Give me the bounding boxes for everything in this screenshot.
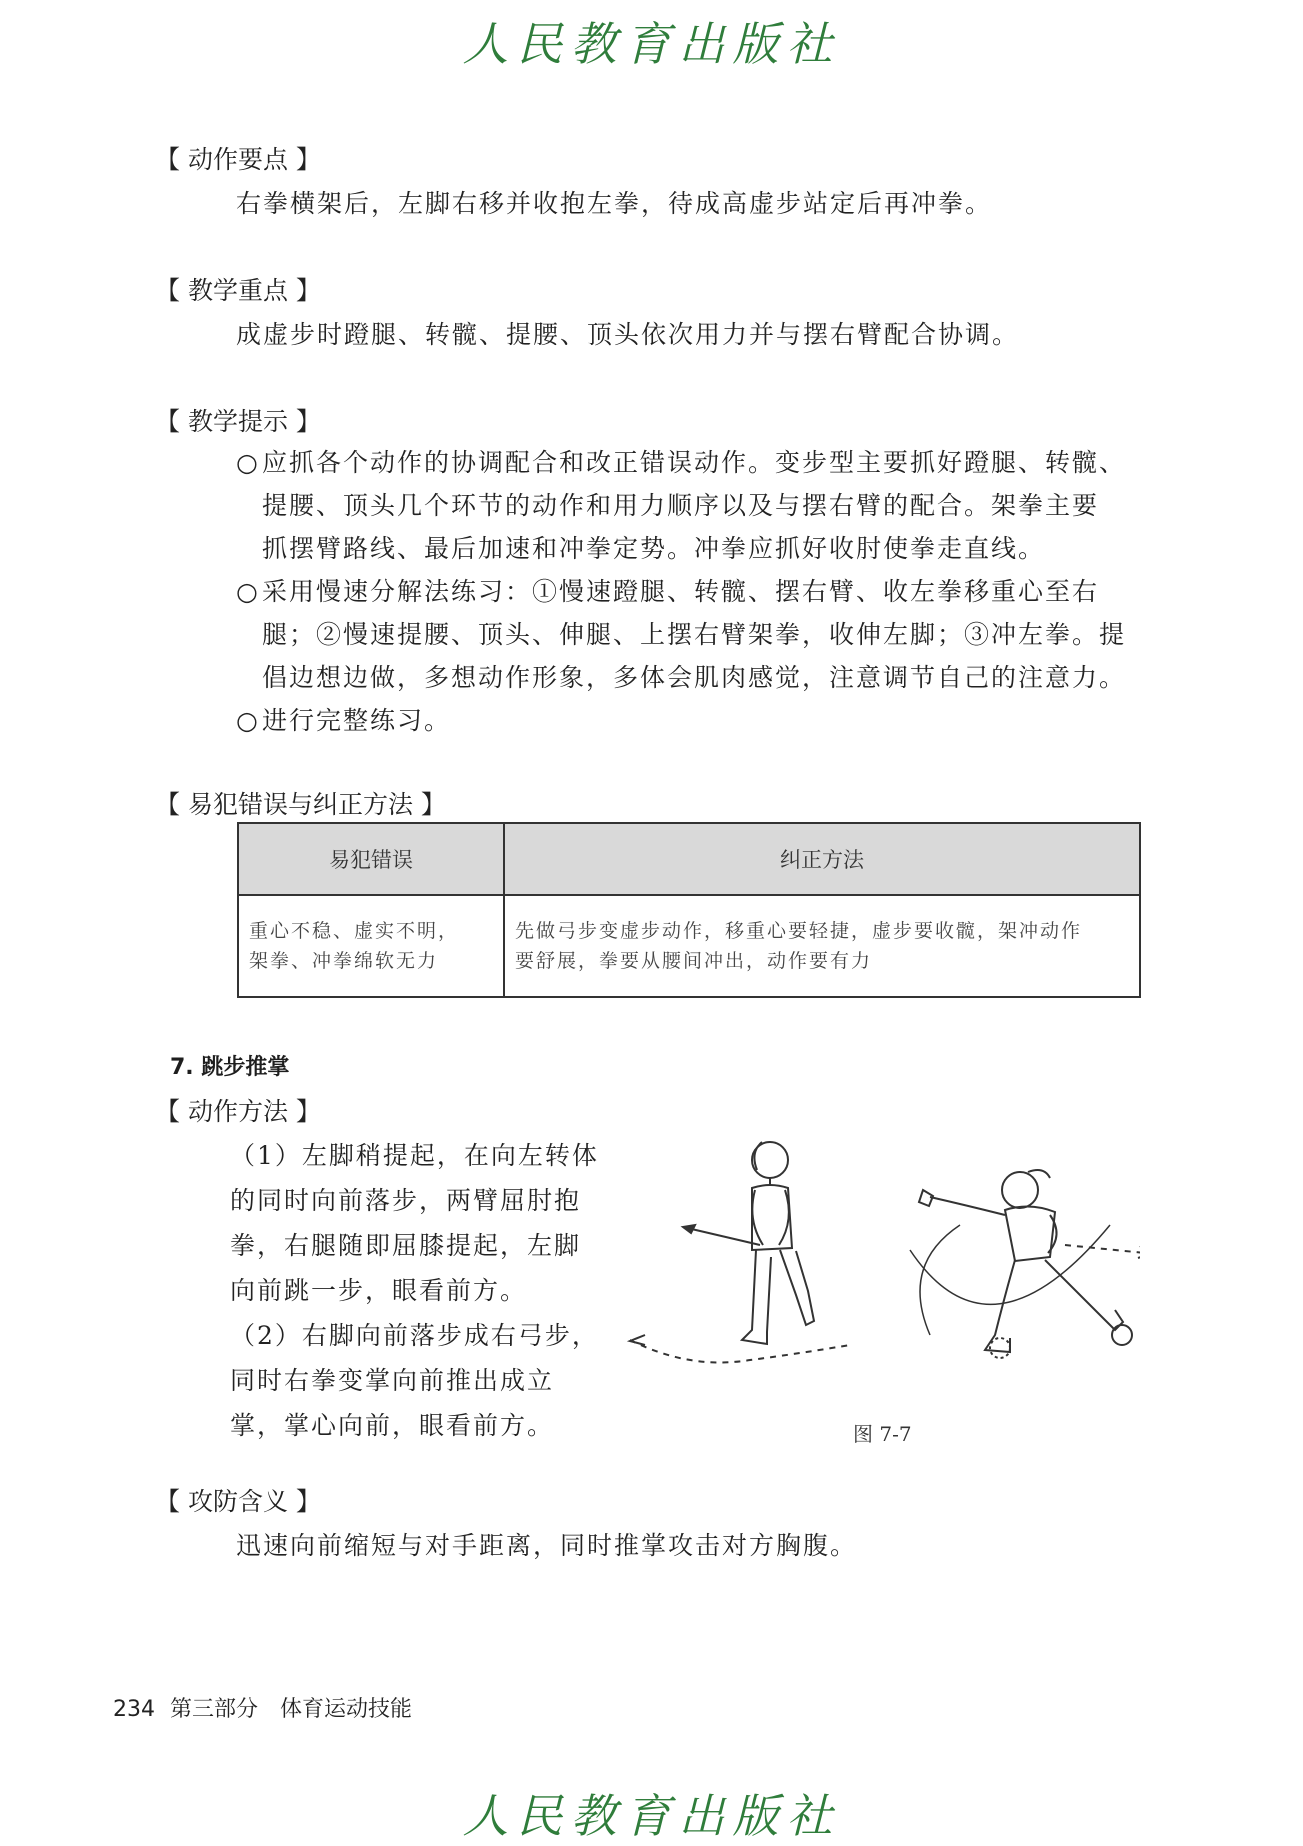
tip-line: 应抓各个动作的协调配合和改正错误动作。变步型主要抓好蹬腿、转髋、 xyxy=(262,448,1127,477)
publisher-logo-top: 人民教育出版社 xyxy=(462,17,841,71)
figure-caption: 图 7-7 xyxy=(853,1422,912,1446)
tip-line: 进行完整练习。 xyxy=(262,706,452,735)
teaching-focus-text: 成虚步时蹬腿、转髋、提腰、顶头依次用力并与摆右臂配合协调。 xyxy=(236,320,1020,349)
action-points-text: 右拳横架后，左脚右移并收抱左拳，待成高虚步站定后再冲拳。 xyxy=(236,189,993,218)
tip-line: 腿；②慢速提腰、顶头、伸腿、上摆右臂架拳，收伸左脚；③冲左拳。提 xyxy=(262,620,1127,649)
meaning-heading: 【 攻防含义 】 xyxy=(155,1487,321,1516)
tip-line: 采用慢速分解法练习：①慢速蹬腿、转髋、摆右臂、收左拳移重心至右 xyxy=(262,577,1100,606)
circle-bullet-icon: ○ xyxy=(236,577,260,606)
teaching-focus-heading: 【 教学重点 】 xyxy=(155,276,321,305)
teaching-tips-heading: 【 教学提示 】 xyxy=(155,407,321,436)
teaching-tip-item xyxy=(236,441,1156,570)
section-7-title: 7. 跳步推掌 xyxy=(170,1055,290,1080)
page-footer xyxy=(113,1692,412,1723)
method-text: （1）左脚稍提起，在向左转体 的同时向前落步，两臂屈肘抱 拳，右腿随即屈膝提起，左脚 向前跳一步，眼看前方。 （2）右脚向前落步成右弓步， 同时右拳变掌向前推出成立 掌，掌心向前，眼看前方。 xyxy=(230,1141,599,1440)
error-cell: 重心不稳、虚实不明， 架拳、冲拳绵软无力 xyxy=(238,895,504,997)
footer-section: 第三部分 体育运动技能 xyxy=(170,1697,413,1722)
teaching-tip-item xyxy=(236,570,1156,699)
table-row xyxy=(238,895,1140,997)
fix-cell: 先做弓步变虚步动作，移重心要轻捷，虚步要收髋，架冲动作 要舒展，拳要从腰间冲出，动作要有力 xyxy=(504,895,1140,997)
meaning-text: 迅速向前缩短与对手距离，同时推掌攻击对方胸腹。 xyxy=(236,1531,858,1560)
action-points-heading: 【 动作要点 】 xyxy=(155,145,321,174)
tip-line: 提腰、顶头几个环节的动作和用力顺序以及与摆右臂的配合。架拳主要 xyxy=(262,491,1100,520)
column-header-error: 易犯错误 xyxy=(238,823,504,895)
tip-line: 抓摆臂路线、最后加速和冲拳定势。冲拳应抓好收肘使拳走直线。 xyxy=(262,534,1046,563)
circle-bullet-icon: ○ xyxy=(236,448,260,477)
tip-line: 倡边想边做，多想动作形象，多体会肌肉感觉，注意调节自己的注意力。 xyxy=(262,663,1127,692)
circle-bullet-icon: ○ xyxy=(236,706,260,735)
page-number: 234 xyxy=(113,1697,155,1722)
errors-table xyxy=(237,822,1141,998)
figure-jump-step-push xyxy=(620,1130,1140,1430)
method-heading: 【 动作方法 】 xyxy=(155,1097,321,1126)
column-header-fix: 纠正方法 xyxy=(504,823,1140,895)
publisher-logo-bottom: 人民教育出版社 xyxy=(462,1789,841,1843)
teaching-tip-item xyxy=(236,699,1156,742)
errors-heading: 【 易犯错误与纠正方法 】 xyxy=(155,790,446,819)
